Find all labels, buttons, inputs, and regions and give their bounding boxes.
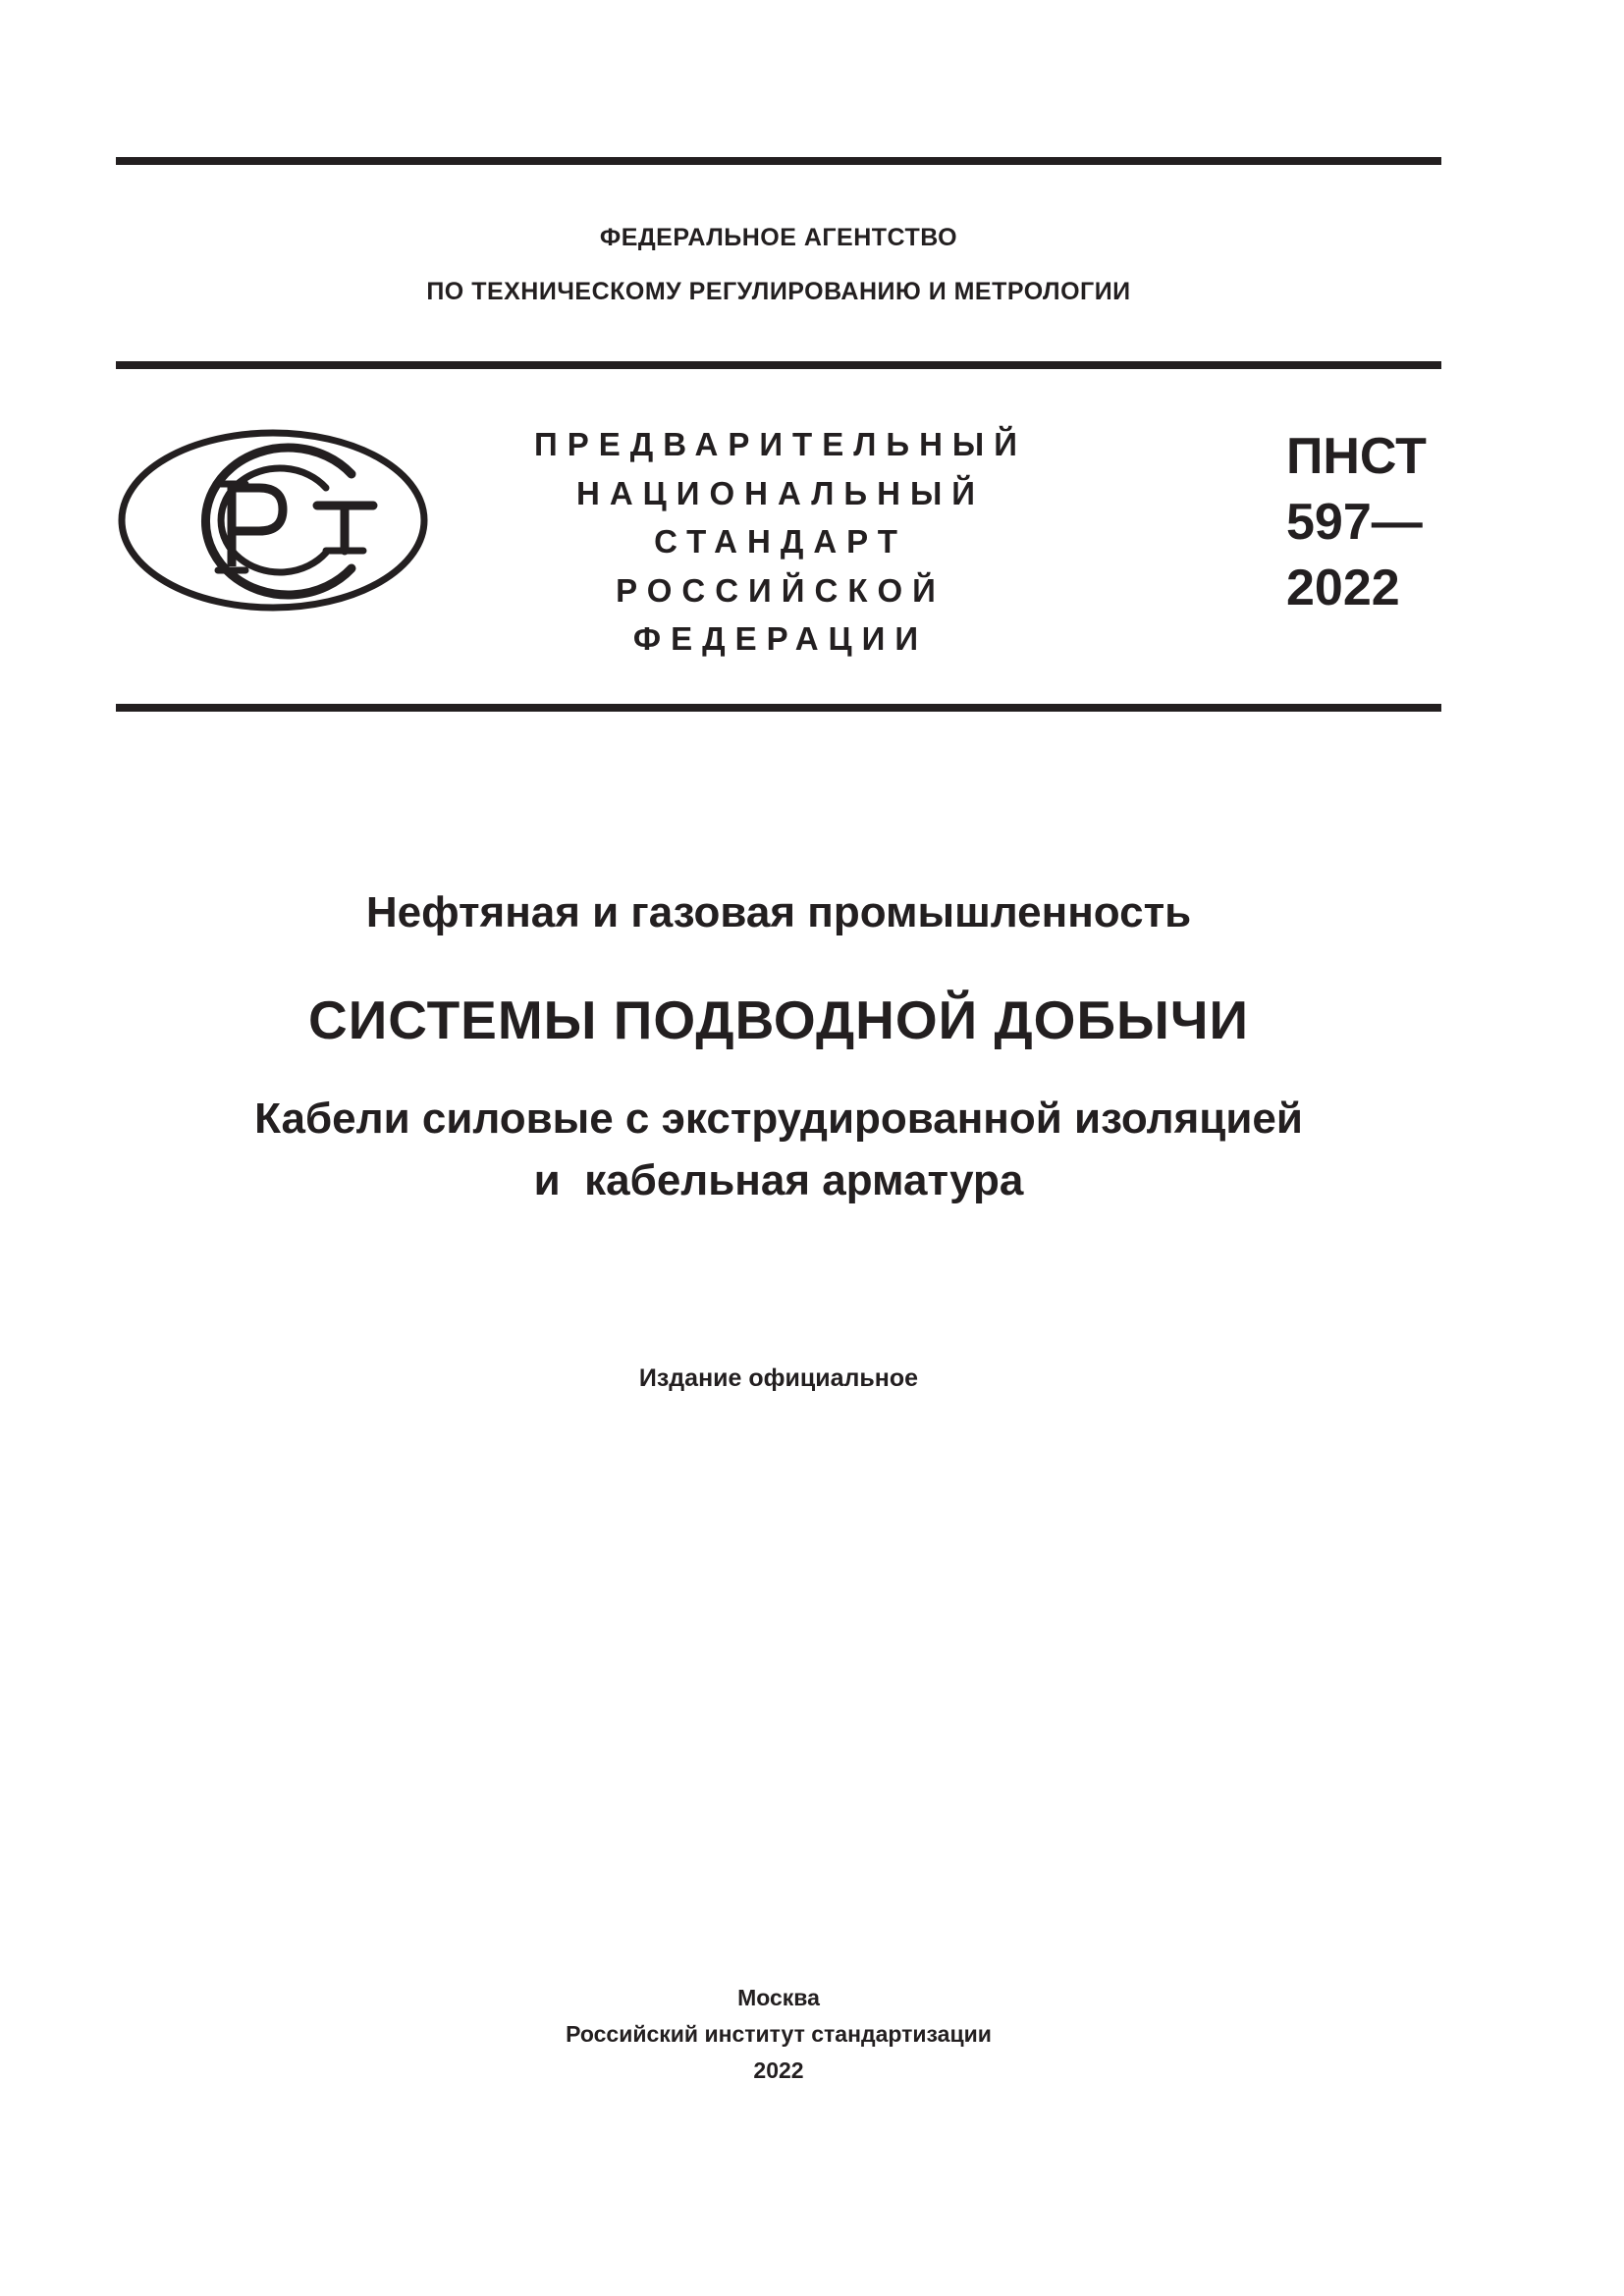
standard-type-line: СТАНДАРТ xyxy=(654,523,907,560)
standard-type-line: РОССИЙСКОЙ xyxy=(616,571,946,609)
main-title: СИСТЕМЫ ПОДВОДНОЙ ДОБЫЧИ xyxy=(307,989,1249,1050)
imprint-city: Москва xyxy=(737,1985,820,2010)
standard-type-block xyxy=(471,420,1090,664)
standard-type-line: ФЕДЕРАЦИИ xyxy=(632,620,929,657)
standard-code xyxy=(1286,424,1483,621)
subtitle-line-2: и кабельная арматура xyxy=(533,1156,1024,1204)
imprint xyxy=(116,1980,1441,2089)
industry-title: Нефтяная и газовая промышленность xyxy=(365,888,1192,936)
standard-code-year: 2022 xyxy=(1286,560,1400,616)
edition-label: Издание официальное xyxy=(638,1364,919,1392)
standard-code-number: 597— xyxy=(1286,494,1423,551)
subtitle-line-1: Кабели силовые с экструдированной изоляцией xyxy=(254,1095,1303,1143)
subtitle xyxy=(116,1088,1441,1211)
header-bottom-rule xyxy=(116,704,1441,712)
top-rule xyxy=(116,157,1441,165)
standard-type-line: НАЦИОНАЛЬНЫЙ xyxy=(576,474,985,511)
imprint-publisher: Российский институт стандартизации xyxy=(566,2021,992,2047)
standard-type-line: ПРЕДВАРИТЕЛЬНЫЙ xyxy=(534,426,1027,462)
agency-name-line-2: ПО ТЕХНИЧЕСКОМУ РЕГУЛИРОВАНИЮ И МЕТРОЛОГИИ xyxy=(426,278,1131,305)
gost-r-certification-mark-icon xyxy=(116,427,430,614)
agency-name-line-1: ФЕДЕРАЛЬНОЕ АГЕНТСТВО xyxy=(599,224,958,251)
agency-bottom-rule xyxy=(116,361,1441,369)
standard-code-prefix: ПНСТ xyxy=(1286,428,1427,485)
imprint-year: 2022 xyxy=(753,2057,804,2083)
